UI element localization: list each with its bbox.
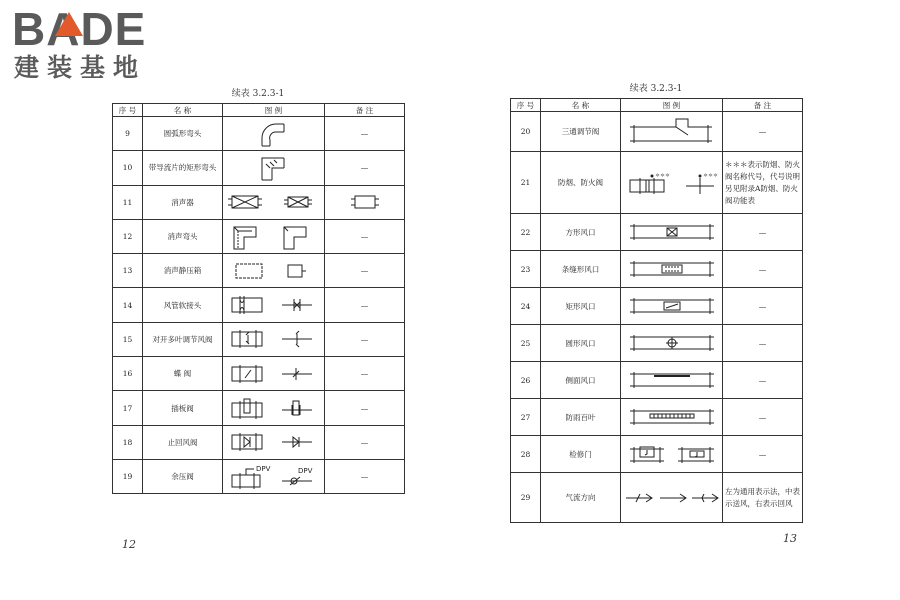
left-page <box>112 85 404 494</box>
row-note: ＊＊＊表示防烟、防火阀名称代号，代号说明另见附录A防烟、防火阀功能表 <box>723 152 803 214</box>
row-no: 9 <box>113 117 143 151</box>
silencer-note-icon <box>325 185 405 219</box>
dpv-label-2: DPV <box>297 466 312 475</box>
row-note: — <box>723 362 803 399</box>
pressure-relief-icon <box>223 459 325 493</box>
row-name: 余压阀 <box>143 459 223 493</box>
slide-gate-icon <box>223 391 325 425</box>
header-figure: 图 例 <box>621 99 723 112</box>
table-row <box>511 251 803 288</box>
row-no: 12 <box>113 219 143 253</box>
header-name: 名 称 <box>143 104 223 117</box>
row-note: — <box>325 254 405 288</box>
table-row <box>113 425 405 459</box>
row-no: 17 <box>113 391 143 425</box>
logo-word: BADE <box>12 3 147 55</box>
table-row <box>511 362 803 399</box>
row-note: — <box>723 214 803 251</box>
table-caption: 续表 3.2.3-1 <box>629 84 683 94</box>
row-note: — <box>723 288 803 325</box>
plenum-box-icon <box>223 254 325 288</box>
table-row <box>113 219 405 253</box>
row-note: — <box>325 357 405 391</box>
rect-grille-icon <box>621 288 723 325</box>
table-row <box>511 399 803 436</box>
row-no: 25 <box>511 325 541 362</box>
row-note: — <box>723 112 803 152</box>
row-no: 16 <box>113 357 143 391</box>
row-name: 三通调节阀 <box>541 112 621 152</box>
row-note: — <box>723 436 803 473</box>
logo-chinese: 建装基地 <box>14 53 147 82</box>
dpv-label: DPV <box>255 464 270 473</box>
slot-diffuser-icon <box>621 251 723 288</box>
row-no: 20 <box>511 112 541 152</box>
header-figure: 图 例 <box>223 104 325 117</box>
row-name: 止回风阀 <box>143 425 223 459</box>
header-no: 序 号 <box>113 104 143 117</box>
fire-damper-icon <box>621 152 723 214</box>
header-name: 名 称 <box>541 99 621 112</box>
row-name: 消声弯头 <box>143 219 223 253</box>
row-no: 24 <box>511 288 541 325</box>
row-name: 防雨百叶 <box>541 399 621 436</box>
row-name: 检修门 <box>541 436 621 473</box>
row-name: 风管软接头 <box>143 288 223 322</box>
row-name: 消声器 <box>143 185 223 219</box>
rain-louver-icon <box>621 399 723 436</box>
row-no: 18 <box>113 425 143 459</box>
row-name: 带导流片的矩形弯头 <box>143 151 223 185</box>
row-no: 27 <box>511 399 541 436</box>
row-no: 14 <box>113 288 143 322</box>
page-number-left: 12 <box>122 538 136 551</box>
row-no: 19 <box>113 459 143 493</box>
square-diffuser-icon <box>621 214 723 251</box>
table-row <box>113 459 405 493</box>
row-note: — <box>325 425 405 459</box>
access-door-icon <box>621 436 723 473</box>
row-no: 26 <box>511 362 541 399</box>
row-no: 22 <box>511 214 541 251</box>
right-page <box>510 80 802 523</box>
round-diffuser-icon <box>621 325 723 362</box>
table-header-row <box>511 99 803 112</box>
row-name: 方形风口 <box>541 214 621 251</box>
row-name: 气流方向 <box>541 473 621 523</box>
row-no: 28 <box>511 436 541 473</box>
row-name: 侧面风口 <box>541 362 621 399</box>
row-name: 消声静压箱 <box>143 254 223 288</box>
multi-blade-damper-icon <box>223 322 325 356</box>
row-no: 11 <box>113 185 143 219</box>
side-outlet-icon <box>621 362 723 399</box>
table-row <box>113 254 405 288</box>
table-row <box>511 288 803 325</box>
flexible-joint-icon <box>223 288 325 322</box>
row-name: 圆弧形弯头 <box>143 117 223 151</box>
row-name: 矩形风口 <box>541 288 621 325</box>
row-note: — <box>325 322 405 356</box>
header-note: 备 注 <box>723 99 803 112</box>
table-row <box>511 214 803 251</box>
row-name: 防烟、防火阀 <box>541 152 621 214</box>
row-no: 21 <box>511 152 541 214</box>
table-caption: 续表 3.2.3-1 <box>231 89 285 99</box>
arc-elbow-icon <box>223 117 325 151</box>
table-row <box>113 391 405 425</box>
table-row <box>511 436 803 473</box>
row-no: 23 <box>511 251 541 288</box>
logo-accent-triangle-icon <box>55 12 83 36</box>
row-note: — <box>723 399 803 436</box>
row-note: — <box>325 151 405 185</box>
header-note: 备 注 <box>325 104 405 117</box>
table-row <box>113 322 405 356</box>
row-note: — <box>325 219 405 253</box>
row-no: 29 <box>511 473 541 523</box>
table-row <box>511 325 803 362</box>
header-no: 序 号 <box>511 99 541 112</box>
row-note: — <box>325 288 405 322</box>
bade-logo <box>12 4 182 82</box>
table-row <box>511 112 803 152</box>
row-name: 插板阀 <box>143 391 223 425</box>
airflow-arrow-icon <box>621 473 723 523</box>
row-note: — <box>723 325 803 362</box>
row-no: 13 <box>113 254 143 288</box>
vaned-elbow-icon <box>223 151 325 185</box>
fire-damper-code-2: ＊＊＊ <box>702 172 718 179</box>
row-name: 对开多叶调节风阀 <box>143 322 223 356</box>
page-number-right: 13 <box>783 532 797 545</box>
fire-damper-code: ＊＊＊ <box>654 172 670 179</box>
row-note: — <box>325 117 405 151</box>
silencer-elbow-icon <box>223 219 325 253</box>
table-row <box>113 357 405 391</box>
symbol-table-left <box>112 103 405 494</box>
table-row <box>113 117 405 151</box>
row-note: — <box>325 391 405 425</box>
table-row <box>113 185 405 219</box>
row-name: 圆形风口 <box>541 325 621 362</box>
symbol-table-right <box>510 98 803 523</box>
table-row <box>113 288 405 322</box>
tee-damper-icon <box>621 112 723 152</box>
row-no: 10 <box>113 151 143 185</box>
row-note: — <box>723 251 803 288</box>
butterfly-valve-icon <box>223 357 325 391</box>
row-name: 蝶 阀 <box>143 357 223 391</box>
silencer-icon <box>223 185 325 219</box>
table-row <box>113 151 405 185</box>
row-name: 条缝形风口 <box>541 251 621 288</box>
check-damper-icon <box>223 425 325 459</box>
row-note: — <box>325 459 405 493</box>
row-note: 左为通用表示法，中表示送风，右表示回风 <box>723 473 803 523</box>
table-header-row <box>113 104 405 117</box>
table-row <box>511 152 803 214</box>
row-no: 15 <box>113 322 143 356</box>
table-row <box>511 473 803 523</box>
